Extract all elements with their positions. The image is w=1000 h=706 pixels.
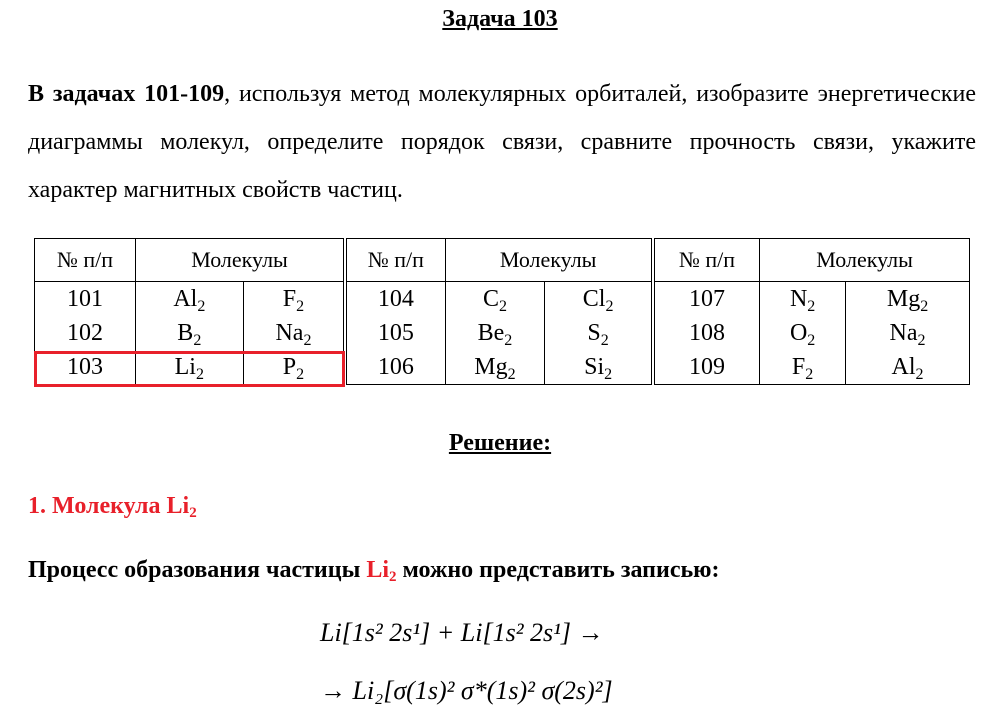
task-range: В задачах 101-109 <box>28 81 225 107</box>
task-title: Задача 103 <box>442 6 558 32</box>
table-header-row <box>35 239 970 282</box>
molecule-formula: $Na_2$ <box>275 320 312 349</box>
molecule-formula: $Al_2$ <box>173 286 206 315</box>
molecule-formula: $Mg_2$ <box>886 286 929 315</box>
selected-row-highlight <box>34 351 345 387</box>
task-number-cell <box>345 282 445 385</box>
process-after: можно представить записью: <box>396 557 720 583</box>
task-number: 108 <box>688 320 725 346</box>
molecule-cell <box>760 282 846 385</box>
molecule-formula: $S_2$ <box>587 320 609 349</box>
section-subscript: 2 <box>189 505 197 521</box>
header-num: № п/п <box>653 239 760 282</box>
molecule-formula: $F_2$ <box>282 286 305 315</box>
formula-line-1: Li[1s² 2s¹] + Li[1s² 2s¹] → <box>320 618 604 647</box>
process-species-symbol: Li <box>366 557 390 583</box>
molecule-formula: $P_2$ <box>282 354 305 383</box>
header-molecules: Молекулы <box>135 239 345 282</box>
process-before: Процесс образования частицы <box>28 557 367 583</box>
process-species <box>366 557 396 583</box>
molecule-formula: $Be_2$ <box>477 320 513 349</box>
task-number: 107 <box>688 286 725 312</box>
molecule-formula: $N_2$ <box>789 286 816 315</box>
solution-heading: Решение: <box>448 430 552 456</box>
task-number: 104 <box>377 286 414 312</box>
molecule-cell <box>545 282 653 385</box>
task-number: 101 <box>66 286 103 312</box>
task-number: 105 <box>377 320 414 346</box>
molecule-formula: $O_2$ <box>789 320 816 349</box>
molecule-formula: $Na_2$ <box>889 320 926 349</box>
task-statement <box>28 70 976 214</box>
section-heading <box>28 493 197 520</box>
molecule-formula: $C_2$ <box>482 286 507 315</box>
task-number-cell <box>653 282 760 385</box>
molecule-formula: $B_2$ <box>177 320 202 349</box>
section-prefix: 1. Молекула <box>28 493 167 519</box>
header-molecules: Молекулы <box>760 239 970 282</box>
formula-line-2: → Li₂[σ(1s)² σ*(1s)² σ(2s)²] <box>320 676 613 705</box>
molecule-formula: $Al_2$ <box>891 354 924 383</box>
task-number: 109 <box>688 354 725 380</box>
header-num: № п/п <box>35 239 136 282</box>
task-number: 102 <box>66 320 103 346</box>
process-species-subscript: 2 <box>389 569 397 585</box>
task-number: 103 <box>66 354 103 380</box>
task-text: , используя метод молекулярных орбиталей, изобразите энергетические диаграммы молекул, определите порядок связи, сравните прочность связи, укажите характер магнитных свойств частиц. <box>28 81 976 203</box>
section-species: Li <box>166 493 190 519</box>
molecule-cell <box>846 282 970 385</box>
process-sentence <box>28 557 720 584</box>
header-molecules: Молекулы <box>445 239 653 282</box>
molecule-formula: $Si_2$ <box>584 354 613 383</box>
molecule-cell <box>445 282 545 385</box>
task-number: 106 <box>377 354 414 380</box>
molecule-formula: $Li_2$ <box>174 354 204 383</box>
molecule-formula: $F_2$ <box>791 354 814 383</box>
molecule-formula: $Mg_2$ <box>474 354 516 383</box>
header-num: № п/п <box>345 239 445 282</box>
molecule-formula: $Cl_2$ <box>582 286 614 315</box>
